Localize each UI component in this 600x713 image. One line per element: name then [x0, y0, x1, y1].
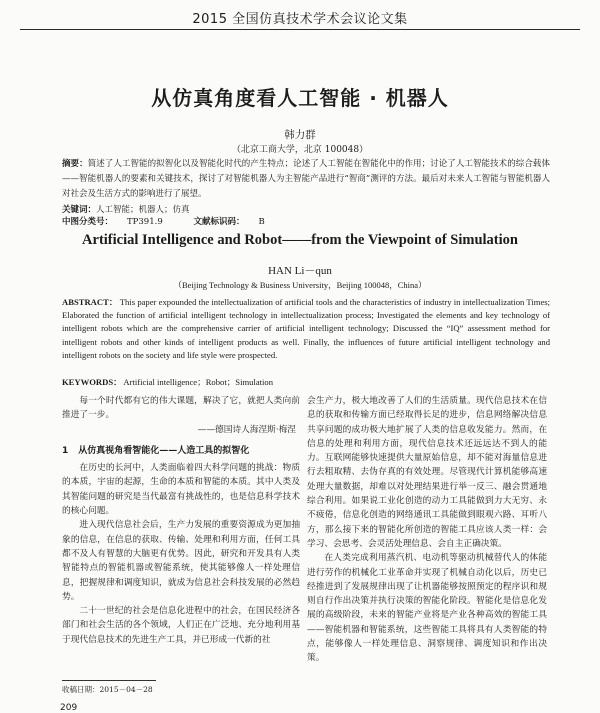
- body-paragraph: 进入现代信息社会后，生产力发展的重要资源成为更加抽象的信息，在信息的获取、传输、处理和利用方面，任何工具都不及人有智慧的大脑更有优势。因此，研究和开发具有人类智能特点的智能机器或智能系统，使其能够像人一样处理信息，把握规律和调度知识，就成为信息社会科技发展的必然趋势。: [62, 520, 300, 602]
- english-keywords-label: KEYWORDS：: [62, 377, 122, 387]
- body-paragraph: 会生产力，极大地改善了人们的生活质量。现代信息技术在信息的获取和传输方面已经取得长足的进步，信息网络解决信息共享问题的成功极大地扩展了人类的信息收发能力。然而，在信息的处理和利用方面，现代信息技术还远远达不到人的能力。互联网能够快速提供大量原始信息，却不能对海量信息进行去粗取精、去伪存真的有效处理。尽管现代计算机能够高速处理大量数据，却难以对处理结果进行举一反三、融会贯通地综合利用。如果说工业化创造的动力工具能做到力大无穷、永不疲倦，信息化创造的网络通讯工具能做到眼观六路、耳听八方，那么接下来的智能化所创造的智能工具应该人类一样：会学习、会思考、会灵活处理信息、会自主正确决策。: [307, 396, 547, 549]
- body-paragraph: 二十一世纪的社会是信息化进程中的社会，在国民经济各部门和社会生活的各个领域，人们正在广泛地、充分地利用基于现代信息技术的先进生产工具，并已形成一代新的社: [62, 606, 300, 645]
- received-date: 收稿日期：2015－04－28: [62, 685, 153, 694]
- body-paragraph: 在人类完成利用蒸汽机、电动机等驱动机械替代人的体能进行劳作的机械化工业革命并实现了机械自动化以后，历史已经推进到了发展规律出现了让机器能够按照预定的程序识和规则自行作出决策并执行决策的智能化阶段。智能化是信息化发展的高级阶段，未来的智能产业将是产业各种高效的智能工具——智能机器和智能系统，这些智能工具将具有人类智能的特点，能够像人一样处理信息、洞察规律、调度知识和作出决策。: [307, 553, 547, 664]
- english-author: HAN Li－qun: [268, 265, 332, 277]
- english-title: Artificial Intelligence and Robot——from the Viewpoint of Simulation: [82, 232, 518, 248]
- chinese-abstract-text: 简述了人工智能的拟智化以及智能化时代的产生特点；论述了人工智能在智能化中的作用；讨论了人工智能技术的综合载体——智能机器人的要素和关键技术，探讨了对智能机器人为主智能产品进行“智商”测评的方法。最后对未来人工智能与智能机器人对社会及生活方式的影响进行了展望。: [62, 159, 550, 199]
- body-right-column: [307, 394, 547, 666]
- body-left-column: [62, 394, 300, 647]
- english-abstract-label: ABSTRACT：: [62, 297, 118, 307]
- chinese-keywords: [62, 204, 190, 216]
- page-number: 209: [60, 703, 78, 713]
- header-rule: [20, 29, 580, 30]
- section-1-title: 从仿真视角看智能化——人造工具的拟智化: [78, 445, 250, 456]
- class-number-label: 中图分类号：: [62, 217, 114, 227]
- english-keywords-text: Artificial intelligence；Robot；Simulation: [123, 377, 274, 387]
- chinese-abstract: [62, 157, 550, 202]
- chinese-abstract-label: 摘要：: [62, 159, 88, 169]
- english-keywords: [62, 376, 273, 388]
- epigraph-source: ——德国诗人海涅斯·梅涅: [197, 424, 296, 435]
- english-abstract: [62, 296, 550, 362]
- classification-line: [62, 216, 293, 228]
- chinese-author: 韩力群: [284, 129, 316, 141]
- class-number-value: TP391.9: [127, 217, 163, 227]
- section-1-heading: [62, 444, 300, 458]
- doc-code-label: 文献标识码：: [193, 217, 245, 227]
- chinese-title: 从仿真角度看人工智能 · 机器人: [151, 86, 449, 110]
- running-header: 2015 全国仿真技术学术会议论文集: [192, 12, 408, 27]
- footnote-rule: [62, 680, 156, 681]
- body-paragraph: 在历史的长河中，人类面临着四大科学问题的挑战：物质的本质，宇宙的起源，生命的本质和智能的本质。其中人类及其智能问题的研究是当代最富有挑战性的，也是信息科学技术的核心问题。: [62, 463, 300, 517]
- english-affiliation: （Beijing Technology & Business University，Beijing 100048，China）: [173, 280, 427, 290]
- doc-code-value: B: [258, 217, 265, 227]
- section-1-number: 1: [62, 445, 69, 456]
- chinese-keywords-label: 关键词：: [62, 205, 97, 215]
- epigraph-quote: 每一个时代都有它的伟大课题，解决了它，就把人类向前推进了一步。: [62, 396, 300, 421]
- english-abstract-text: This paper expounded the intellectualization of artificial tools and the characteristics of industry in intellectualization Times; Elaborated the function of artificial intelligent technology in intellectualization process; Investigated the elements and key technology of intelligent robots which are the comprehensive carrier of artificial intelligent technology; Discussed the “IQ” assessment method for intelligent robots and other kinds of intelligent products as well. Finally, the influences of future artificial intelligent technology and intelligent robots on the society and life style were prospected.: [62, 297, 550, 360]
- chinese-keywords-text: 人工智能；机器人；仿真: [96, 205, 190, 215]
- chinese-affiliation: （北京工商大学，北京 100048）: [231, 145, 369, 155]
